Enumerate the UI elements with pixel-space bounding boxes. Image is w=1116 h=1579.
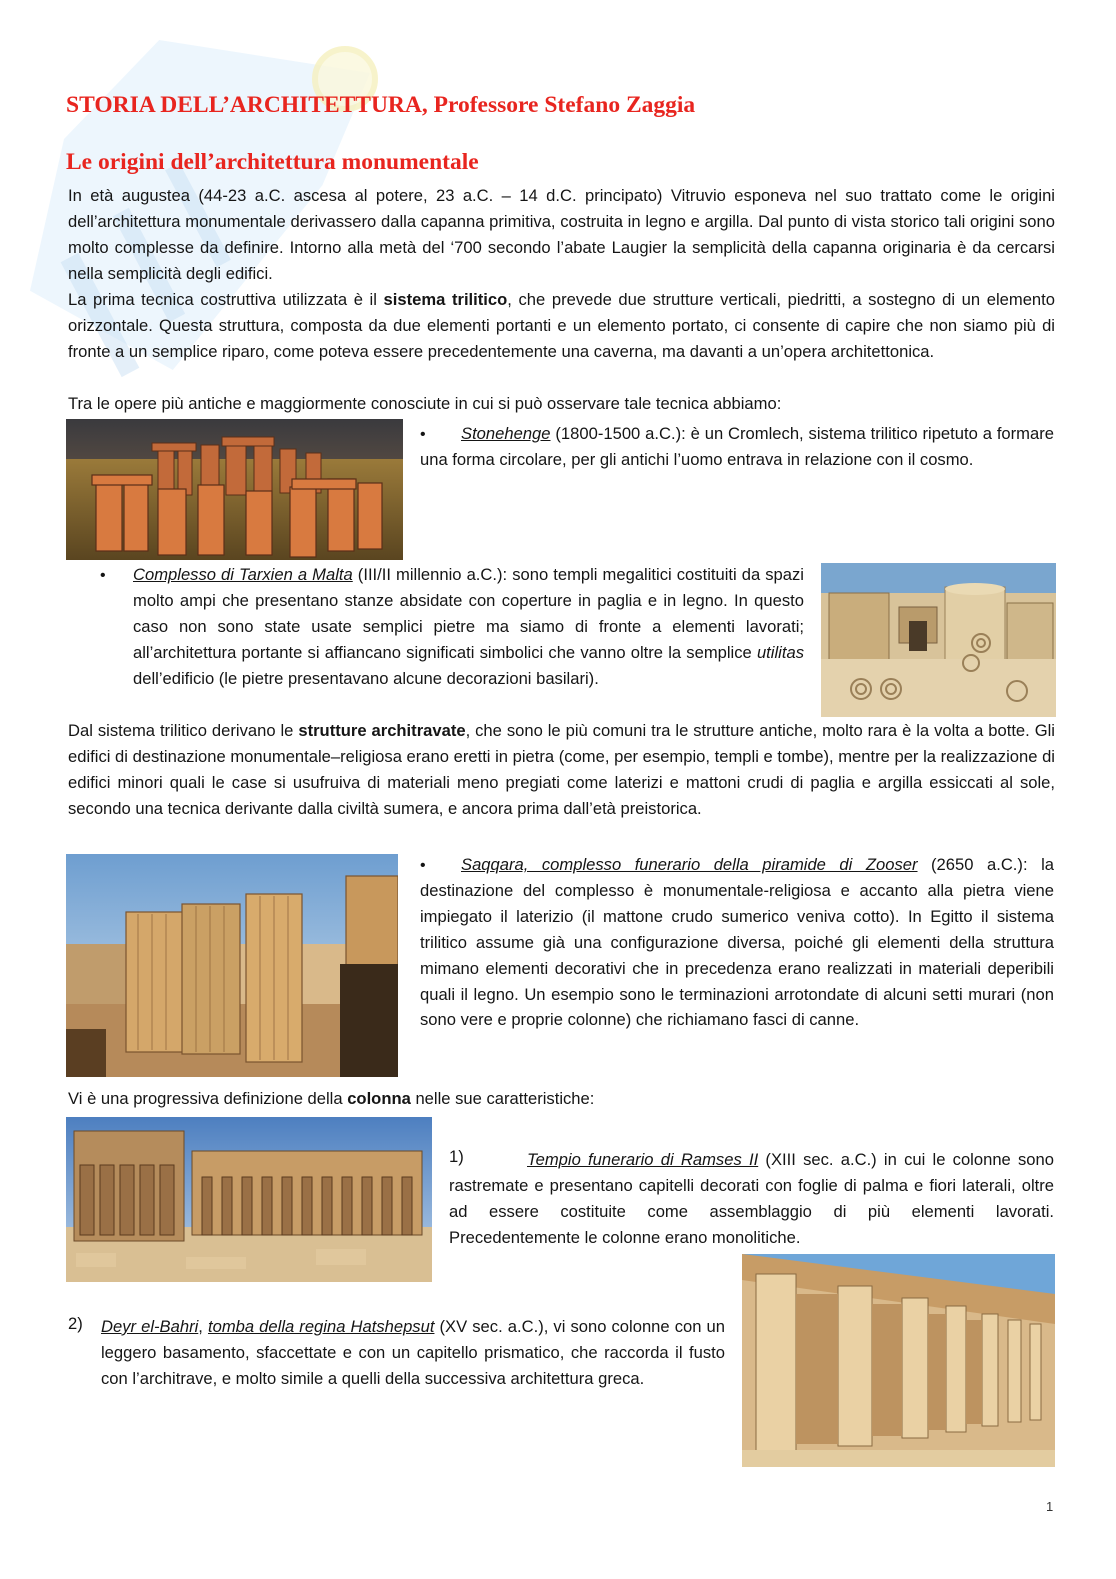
- saqqara-name: Saqqara, complesso funerario della piramide di Zooser: [461, 855, 918, 874]
- stonehenge-photo: [66, 419, 403, 560]
- text-run: (XIII sec. a.C.) in cui le colonne sono rastremate e presentano capitelli decorati con foglie di palma e fiori laterali, oltre ad essere costituite come assemblaggio di più elementi lavorati. Precedentemente le colonne erano monolitiche.: [449, 1150, 1054, 1247]
- page-number: 1: [1046, 1499, 1054, 1514]
- text-run: (III/II millennio a.C.): sono templi megalitici costituiti da spazi molto ampi che presentano stanze absidate con coperture in paglia e in legno. In questo caso non sono state usate semplici pietre ma siamo di fronte a elementi lavorati; all’architettura portante si affiancano significati simbolici che vanno oltre la semplice: [133, 565, 804, 662]
- saqqara-paragraph: [420, 852, 1054, 1033]
- italic-term: utilitas: [756, 642, 804, 662]
- deyr-el-bahri-photo: [742, 1254, 1055, 1467]
- text-run: (XV sec. a.C.), vi sono colonne con un leggero basamento, sfaccettate e con un capitello prismatico, che raccorda il fusto con l’architrave, e molto simile a quelli della successiva architettura greca.: [101, 1317, 725, 1388]
- bold-term: strutture architravate: [298, 721, 466, 740]
- text-run: dell’edificio (le pietre presentavano alcune decorazioni basilari).: [133, 668, 599, 688]
- text-run: Dal sistema trilitico derivano le: [68, 721, 299, 740]
- architravate-paragraph: [68, 718, 1055, 822]
- ramses-number: 1): [449, 1147, 464, 1166]
- hatshepsut-name: tomba della regina Hatshepsut: [207, 1317, 435, 1336]
- deyr-number: 2): [68, 1314, 83, 1333]
- tarxien-bullet: •: [100, 567, 106, 584]
- saqqara-bullet: •: [420, 857, 426, 874]
- stonehenge-bullet: •: [420, 426, 426, 443]
- section-title: Le origini dell’architettura monumentale: [66, 149, 479, 175]
- text-run: (1800-1500 a.C.): è un Cromlech, sistema trilitico ripetuto a formare una forma circolare, per gli antichi l’uomo entrava in relazione con il cosmo.: [420, 424, 1054, 469]
- deyr-name: Deyr el-Bahri: [101, 1317, 199, 1336]
- tarxien-photo: [821, 563, 1056, 717]
- ramses-photo: [66, 1117, 432, 1282]
- tarxien-paragraph: [133, 562, 804, 692]
- bold-term: colonna: [347, 1089, 411, 1108]
- deyr-paragraph: [101, 1314, 725, 1392]
- text-run: , che sono le più comuni tra le strutture antiche, molto rara è la volta a botte. Gli edifici di destinazione monumentale–religiosa erano eretti in pietra (come, per esempio, templi e tombe), mentre per la realizzazione di edifici minori quali le case si usufruiva di materiali meno pregiati come laterizi e mattoni crudi di paglia e argilla essiccati al sole, secondo una tecnica derivante dalla civiltà sumera, e ancora prima dall’età preistorica.: [68, 721, 1055, 818]
- text-run: nelle sue caratteristiche:: [410, 1089, 595, 1108]
- intro-paragraph-1: In età augustea (44-23 a.C. ascesa al potere, 23 a.C. – 14 d.C. principato) Vitruvio esponeva nel suo trattato come le origini dell’architettura monumentale derivassero dalla capanna primitiva, costruita in legno e argilla. Dal punto di vista storico tali origini sono molto complesse da definire. Intorno alla metà del ‘700 secondo l’abate Laugier la semplicità della capanna originaria è da cercarsi nella semplicità degli edifici.: [68, 186, 1055, 283]
- bold-term: sistema trilitico: [383, 290, 508, 309]
- colonna-paragraph: [68, 1086, 1055, 1112]
- text-run: La prima tecnica costruttiva utilizzata è il: [68, 290, 384, 309]
- ramses-paragraph: [449, 1147, 1054, 1251]
- text-run: (2650 a.C.): la destinazione del complesso è monumentale-religiosa e accanto alla pietra viene impiegato il laterizio (il mattone crudo sumerico veniva cotto). In Egitto il sistema trilitico assume già una configurazione diversa, poiché gli elementi della struttura mimano elementi decorativi che in precedenza erano realizzati in materiali deperibili quali il legno. Un esempio sono le terminazioni arrotondate di alcuni setti murari (non sono vere e proprie colonne) che richiamano fasci di canne.: [420, 855, 1054, 1030]
- stonehenge-name: Stonehenge: [461, 424, 551, 443]
- intro-paragraph-2: [68, 287, 1055, 365]
- ramses-name: Tempio funerario di Ramses II: [527, 1150, 759, 1169]
- stonehenge-paragraph: [420, 421, 1054, 473]
- saqqara-photo: [66, 854, 398, 1077]
- intro-paragraph-3: Tra le opere più antiche e maggiormente conosciute in cui si può osservare tale tecnica abbiamo:: [68, 394, 782, 413]
- text-run: Vi è una progressiva definizione della: [68, 1089, 348, 1108]
- tarxien-name: Complesso di Tarxien a Malta: [133, 565, 353, 584]
- text-run: ,: [198, 1317, 208, 1336]
- text-run: , che prevede due strutture verticali, piedritti, a sostegno di un elemento orizzontale. Questa struttura, composta da due elementi portanti e un elemento portato, ci consente di capire che non siamo più di fronte a un semplice riparo, come poteva essere precedentemente una caverna, ma davanti a un’opera architettonica.: [68, 290, 1055, 361]
- document-title: STORIA DELL’ARCHITETTURA, Professore Stefano Zaggia: [66, 92, 696, 118]
